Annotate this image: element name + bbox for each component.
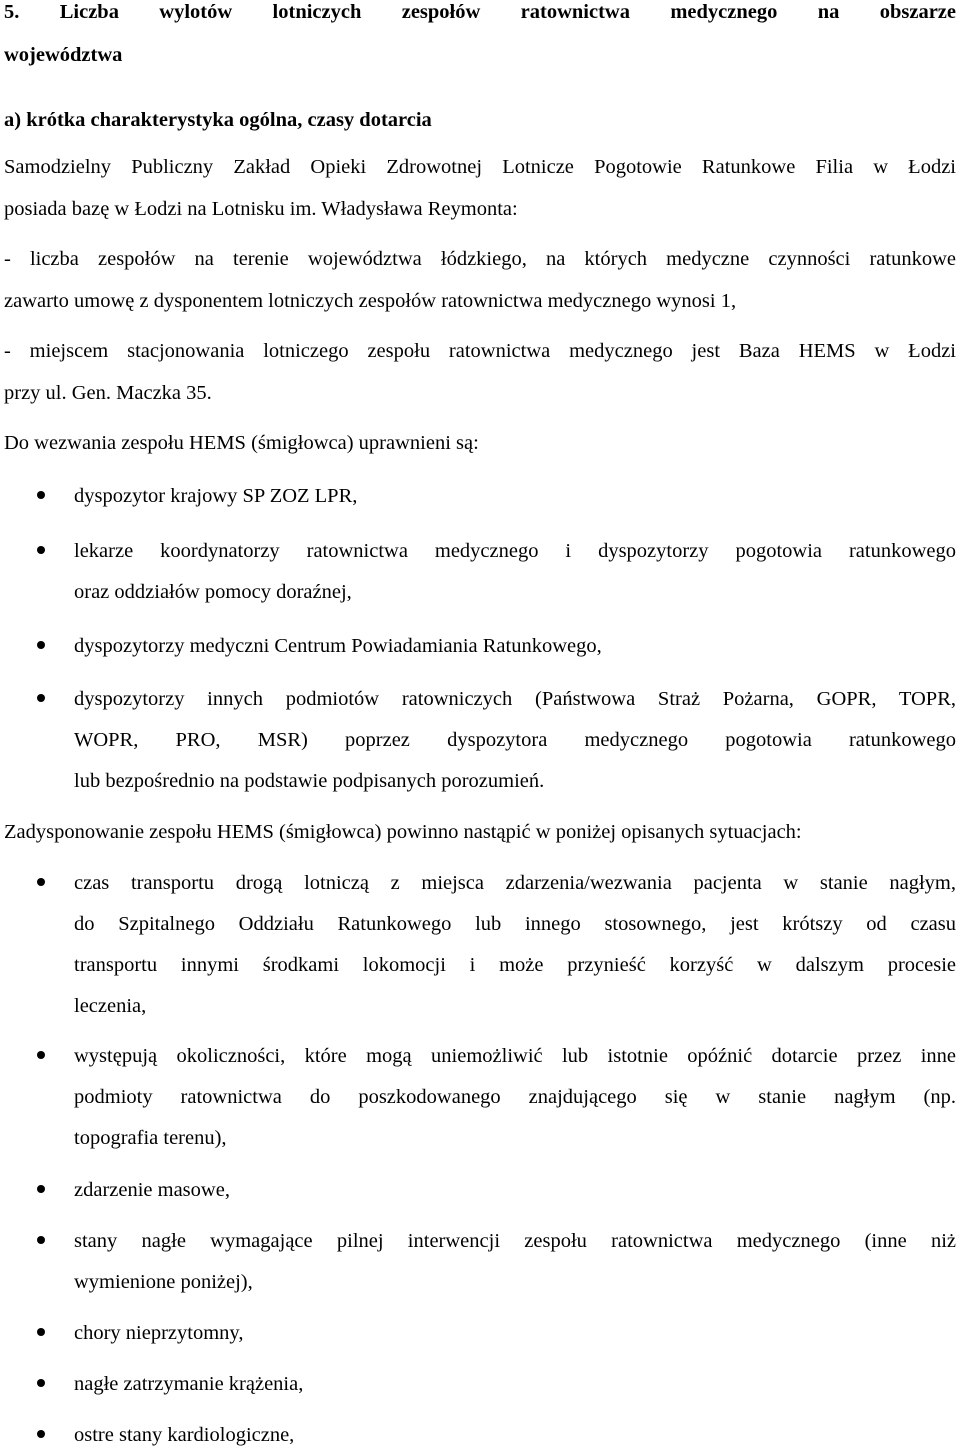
bullet-icon	[37, 1051, 45, 1059]
dispatch-item-2-line-2: podmioty ratownictwa do poszkodowanego znajdującego się w stanie nagłym (np.	[74, 1086, 956, 1108]
dispatch-item-5-line-1: chory nieprzytomny,	[74, 1322, 244, 1344]
dispatch-item-1-line-4: leczenia,	[74, 995, 147, 1017]
authorized-item-1-line-1: dyspozytor krajowy SP ZOZ LPR,	[74, 485, 358, 507]
dispatch-item-3-line-1: zdarzenie masowe,	[74, 1179, 230, 1201]
authorized-intro: Do wezwania zespołu HEMS (śmigłowca) uprawnieni są:	[4, 432, 479, 454]
dash-item-1-line-2: zawarto umowę z dysponentem lotniczych zespołów ratownictwa medycznego wynosi 1,	[4, 290, 737, 312]
dispatch-item-4-line-2: wymienione poniżej),	[74, 1271, 253, 1293]
dash-item-1-line-1: - liczba zespołów na terenie województwa łódzkiego, na których medyczne czynności ratunkowe	[4, 248, 956, 270]
dispatch-item-2-line-1: występują okoliczności, które mogą uniemożliwić lub istotnie opóźnić dotarcie przez inne	[74, 1045, 956, 1067]
bullet-icon	[37, 546, 45, 554]
authorized-item-3-line-1: dyspozytorzy medyczni Centrum Powiadamiania Ratunkowego,	[74, 635, 602, 657]
dispatch-item-1-line-3: transportu innymi środkami lokomocji i może przynieść korzyść w dalszym procesie	[74, 954, 956, 976]
authorized-item-2-line-1: lekarze koordynatorzy ratownictwa medycznego i dyspozytorzy pogotowia ratunkowego	[74, 540, 956, 562]
intro-line-1: Samodzielny Publiczny Zakład Opieki Zdrowotnej Lotnicze Pogotowie Ratunkowe Filia w Łodzi	[4, 156, 956, 178]
dispatch-intro: Zadysponowanie zespołu HEMS (śmigłowca) powinno nastąpić w poniżej opisanych sytuacjach:	[4, 821, 802, 843]
section-heading-line-1: 5. Liczba wylotów lotniczych zespołów ratownictwa medycznego na obszarze	[4, 1, 956, 23]
authorized-item-4-line-3: lub bezpośrednio na podstawie podpisanych porozumień.	[74, 770, 545, 792]
dispatch-item-2-line-3: topografia terenu),	[74, 1127, 227, 1149]
bullet-icon	[37, 878, 45, 886]
dispatch-item-6-line-1: nagłe zatrzymanie krążenia,	[74, 1373, 304, 1395]
dispatch-item-7-line-1: ostre stany kardiologiczne,	[74, 1424, 295, 1446]
authorized-item-4-line-1: dyspozytorzy innych podmiotów ratowniczych (Państwowa Straż Pożarna, GOPR, TOPR,	[74, 688, 956, 710]
bullet-icon	[37, 1379, 45, 1387]
bullet-icon	[37, 1236, 45, 1244]
dash-item-2-line-1: - miejscem stacjonowania lotniczego zespołu ratownictwa medycznego jest Baza HEMS w Łodzi	[4, 340, 956, 362]
intro-line-2: posiada bazę w Łodzi na Lotnisku im. Władysława Reymonta:	[4, 198, 518, 220]
authorized-item-4-line-2: WOPR, PRO, MSR) poprzez dyspozytora medycznego pogotowia ratunkowego	[74, 729, 956, 751]
bullet-icon	[37, 1185, 45, 1193]
authorized-item-2-line-2: oraz oddziałów pomocy doraźnej,	[74, 581, 352, 603]
dash-item-2-line-2: przy ul. Gen. Maczka 35.	[4, 382, 212, 404]
dispatch-item-1-line-2: do Szpitalnego Oddziału Ratunkowego lub innego stosownego, jest krótszy od czasu	[74, 913, 956, 935]
bullet-icon	[37, 1430, 45, 1438]
bullet-icon	[37, 641, 45, 649]
subheading: a) krótka charakterystyka ogólna, czasy dotarcia	[4, 109, 432, 131]
bullet-icon	[37, 694, 45, 702]
bullet-icon	[37, 491, 45, 499]
dispatch-item-1-line-1: czas transportu drogą lotniczą z miejsca zdarzenia/wezwania pacjenta w stanie nagłym,	[74, 872, 956, 894]
bullet-icon	[37, 1328, 45, 1336]
section-heading-line-2: województwa	[4, 44, 123, 66]
dispatch-item-4-line-1: stany nagłe wymagające pilnej interwencji zespołu ratownictwa medycznego (inne niż	[74, 1230, 956, 1252]
